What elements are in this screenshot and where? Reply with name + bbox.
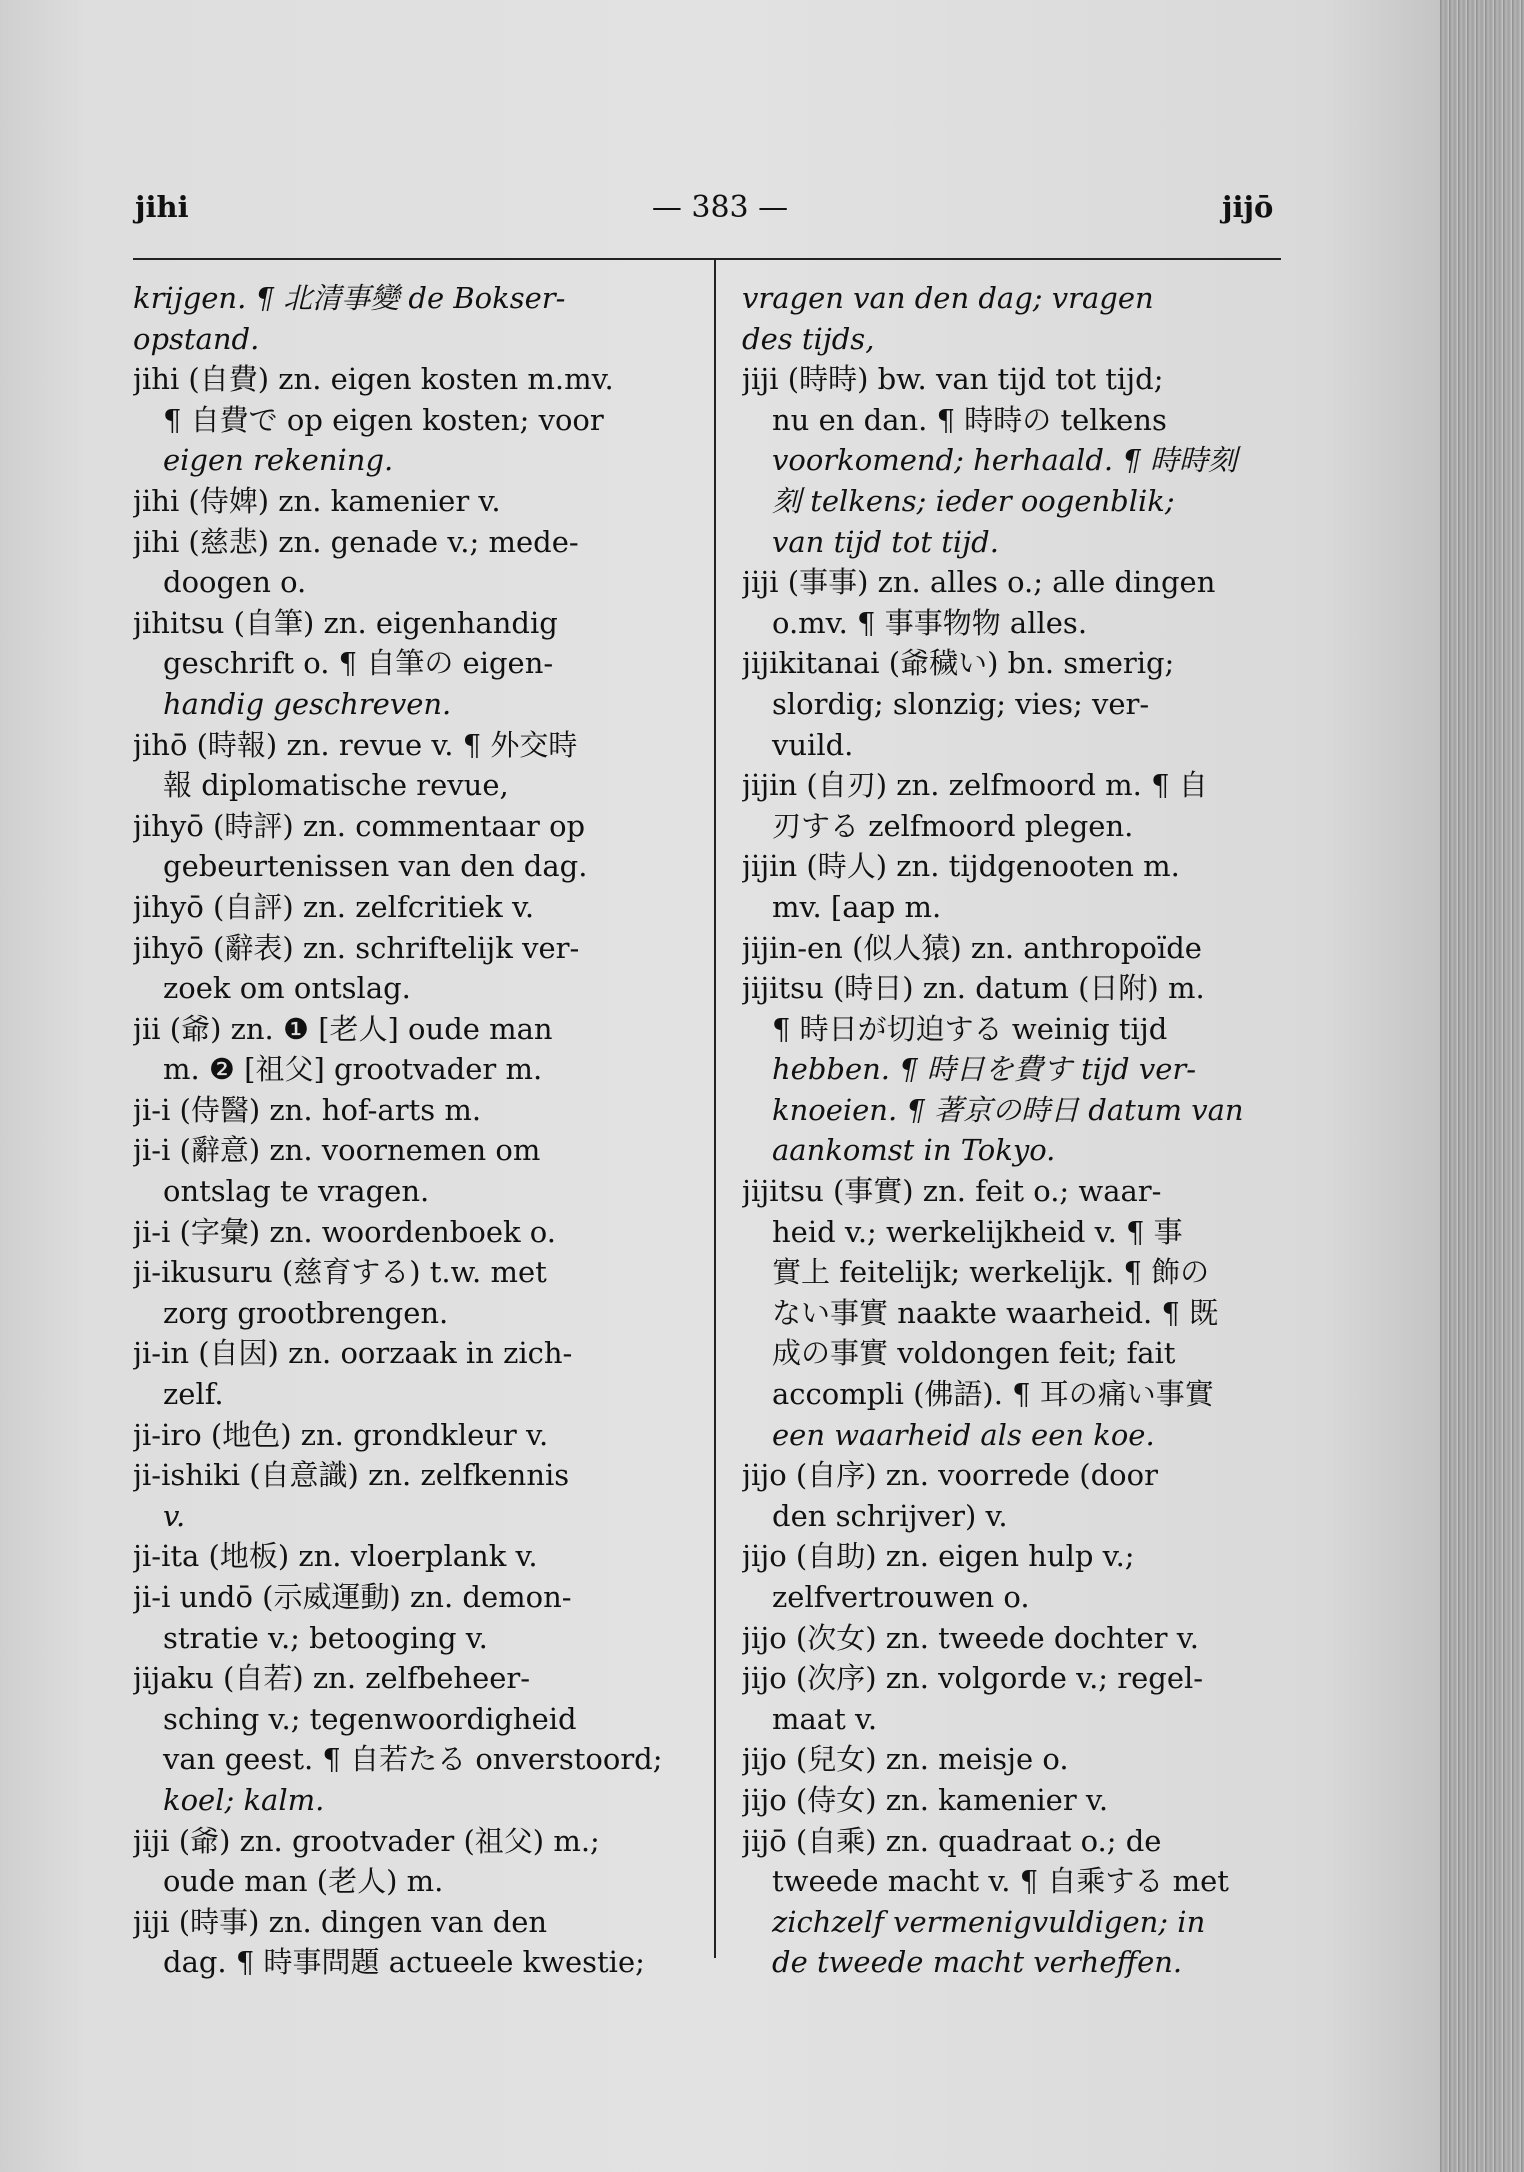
entry-line: ない事實 naakte waarheid. ¶ 既 xyxy=(772,1295,1219,1330)
entry-line: 實上 feitelijk; werkelijk. ¶ 飾の xyxy=(772,1255,1210,1290)
entry-line: van tijd tot tijd. xyxy=(772,524,999,559)
entry-line: gebeurtenissen van den dag. xyxy=(163,849,588,884)
entry-line: jijitsu (事實) zn. feit o.; waar- xyxy=(742,1174,1162,1209)
entry-line: jijin (自刃) zn. zelfmoord m. ¶ 自 xyxy=(742,768,1208,803)
entry-line: een waarheid als een koe. xyxy=(772,1417,1155,1452)
page-edge-stack xyxy=(1440,0,1524,2172)
entry-line: tweede macht v. ¶ 自乘する met xyxy=(772,1864,1229,1899)
entry-line: zelf. xyxy=(163,1377,224,1412)
entry-line: dag. ¶ 時事問題 actueele kwestie; xyxy=(163,1945,645,1980)
entry-line: m. ❷ [祖父] grootvader m. xyxy=(163,1052,543,1087)
entry-line: jihi (慈悲) zn. genade v.; mede- xyxy=(133,524,579,559)
entry-line: jihi (侍婢) zn. kamenier v. xyxy=(133,483,501,518)
entry-line: ji-ikusuru (慈育する) t.w. met xyxy=(133,1255,547,1290)
entry-line: ontslag te vragen. xyxy=(163,1174,430,1209)
entry-line: nu en dan. ¶ 時時の telkens xyxy=(772,402,1167,437)
entry-line: eigen rekening. xyxy=(163,443,394,478)
entry-line: jihitsu (自筆) zn. eigenhandig xyxy=(133,605,558,640)
entry-line: mv. [aap m. xyxy=(772,889,942,924)
entry-line: koel; kalm. xyxy=(163,1782,325,1817)
left-column xyxy=(133,278,691,1983)
entry-line: jijo (兒女) zn. meisje o. xyxy=(742,1742,1069,1777)
right-guide-word: jijō xyxy=(1222,190,1274,224)
entry-line: ¶ 時日が切迫する weinig tijd xyxy=(772,1011,1168,1046)
entry-line: ji-in (自因) zn. oorzaak in zich- xyxy=(133,1336,573,1371)
entry-line: oude man (老人) m. xyxy=(163,1864,444,1899)
entry-line: zichzelf vermenigvuldigen; in xyxy=(772,1904,1206,1939)
entry-line: jihō (時報) zn. revue v. ¶ 外交時 xyxy=(133,727,578,762)
right-column xyxy=(742,278,1297,1983)
entry-line: accompli (佛語). ¶ 耳の痛い事實 xyxy=(772,1377,1214,1412)
entry-line: opstand. xyxy=(133,321,260,356)
entry-line: 刃する zelfmoord plegen. xyxy=(772,808,1134,843)
entry-line: sching v.; tegenwoordigheid xyxy=(163,1701,577,1736)
entry-line: handig geschreven. xyxy=(163,686,452,721)
entry-line: jiji (時時) bw. van tijd tot tijd; xyxy=(742,362,1164,397)
entry-line: jiji (爺) zn. grootvader (祖父) m.; xyxy=(133,1823,600,1858)
column-divider xyxy=(714,258,716,1958)
entry-line: vragen van den dag; vragen xyxy=(742,281,1154,315)
entry-line: o.mv. ¶ 事事物物 alles. xyxy=(772,605,1088,640)
entry-line: jihi (自費) zn. eigen kosten m.mv. xyxy=(133,362,614,397)
entry-line: jijaku (自若) zn. zelfbeheer- xyxy=(133,1661,531,1696)
entry-line: des tijds, xyxy=(742,321,875,356)
entry-line: jijikitanai (爺穢い) bn. smerig; xyxy=(742,646,1175,681)
entry-line: knoeien. ¶ 著京の時日 datum van xyxy=(772,1092,1244,1127)
entry-line: ji-i (字彙) zn. woordenboek o. xyxy=(133,1214,556,1249)
entry-line: jijitsu (時日) zn. datum (日附) m. xyxy=(742,971,1205,1006)
entry-line: de tweede macht verheffen. xyxy=(772,1945,1183,1980)
entry-line: zelfvertrouwen o. xyxy=(772,1580,1030,1614)
entry-line: slordig; slonzig; vies; ver- xyxy=(772,686,1150,721)
entry-line: krijgen. ¶ 北清事變 de Bokser- xyxy=(133,281,566,315)
entry-line: jijo (自序) zn. voorrede (door xyxy=(742,1458,1158,1493)
entry-line: geschrift o. ¶ 自筆の eigen- xyxy=(163,646,554,681)
left-guide-word: jihi xyxy=(135,190,189,224)
entry-line: ji-i (侍醫) zn. hof-arts m. xyxy=(133,1092,482,1127)
page-number: — 383 — xyxy=(651,190,789,225)
entry-line: stratie v.; betooging v. xyxy=(163,1620,488,1655)
entry-line: jijō (自乘) zn. quadraat o.; de xyxy=(742,1823,1162,1858)
entry-line: jijo (次女) zn. tweede dochter v. xyxy=(742,1620,1199,1655)
entry-line: aankomst in Tokyo. xyxy=(772,1133,1056,1168)
entry-line: v. xyxy=(163,1498,186,1533)
entry-line: maat v. xyxy=(772,1701,878,1736)
entry-line: jijin (時人) zn. tijdgenooten m. xyxy=(742,849,1180,884)
entry-line: ji-i undō (示威運動) zn. demon- xyxy=(133,1580,572,1614)
entry-line: 刻 telkens; ieder oogenblik; xyxy=(772,483,1175,518)
entry-line: jijo (侍女) zn. kamenier v. xyxy=(742,1782,1109,1817)
entry-line: jijo (自助) zn. eigen hulp v.; xyxy=(742,1539,1135,1574)
entry-line: jii (爺) zn. ❶ [老人] oude man xyxy=(133,1011,553,1046)
entry-line: van geest. ¶ 自若たる onverstoord; xyxy=(163,1742,663,1777)
entry-line: 報 diplomatische revue, xyxy=(163,768,509,803)
entry-line: doogen o. xyxy=(163,565,307,600)
entry-line: hebben. ¶ 時日を費す tijd ver- xyxy=(772,1052,1197,1087)
header-rule xyxy=(133,258,1281,260)
entry-line: vuild. xyxy=(772,727,854,762)
entry-line: voorkomend; herhaald. ¶ 時時刻 xyxy=(772,443,1237,478)
entry-line: zoek om ontslag. xyxy=(163,971,411,1006)
entry-line: jijo (次序) zn. volgorde v.; regel- xyxy=(742,1661,1204,1696)
entry-line: jihyō (自評) zn. zelfcritiek v. xyxy=(133,889,535,924)
entry-line: 成の事實 voldongen feit; fait xyxy=(772,1336,1176,1371)
entry-line: jihyō (辭表) zn. schriftelijk ver- xyxy=(133,930,580,965)
entry-line: den schrijver) v. xyxy=(772,1498,1008,1533)
entry-line: ji-ita (地板) zn. vloerplank v. xyxy=(133,1539,538,1574)
entry-line: zorg grootbrengen. xyxy=(163,1295,449,1330)
entry-line: jihyō (時評) zn. commentaar op xyxy=(133,808,586,843)
entry-line: jiji (時事) zn. dingen van den xyxy=(133,1904,548,1939)
entry-line: ji-i (辭意) zn. voornemen om xyxy=(133,1133,541,1168)
entry-line: jiji (事事) zn. alles o.; alle dingen xyxy=(742,565,1216,600)
entry-line: ji-ishiki (自意識) zn. zelfkennis xyxy=(133,1458,570,1493)
entry-line: ¶ 自費で op eigen kosten; voor xyxy=(163,402,604,437)
entry-line: jijin-en (似人猿) zn. anthropoïde xyxy=(742,930,1202,965)
entry-line: ji-iro (地色) zn. grondkleur v. xyxy=(133,1417,549,1452)
entry-line: heid v.; werkelijkheid v. ¶ 事 xyxy=(772,1214,1183,1249)
